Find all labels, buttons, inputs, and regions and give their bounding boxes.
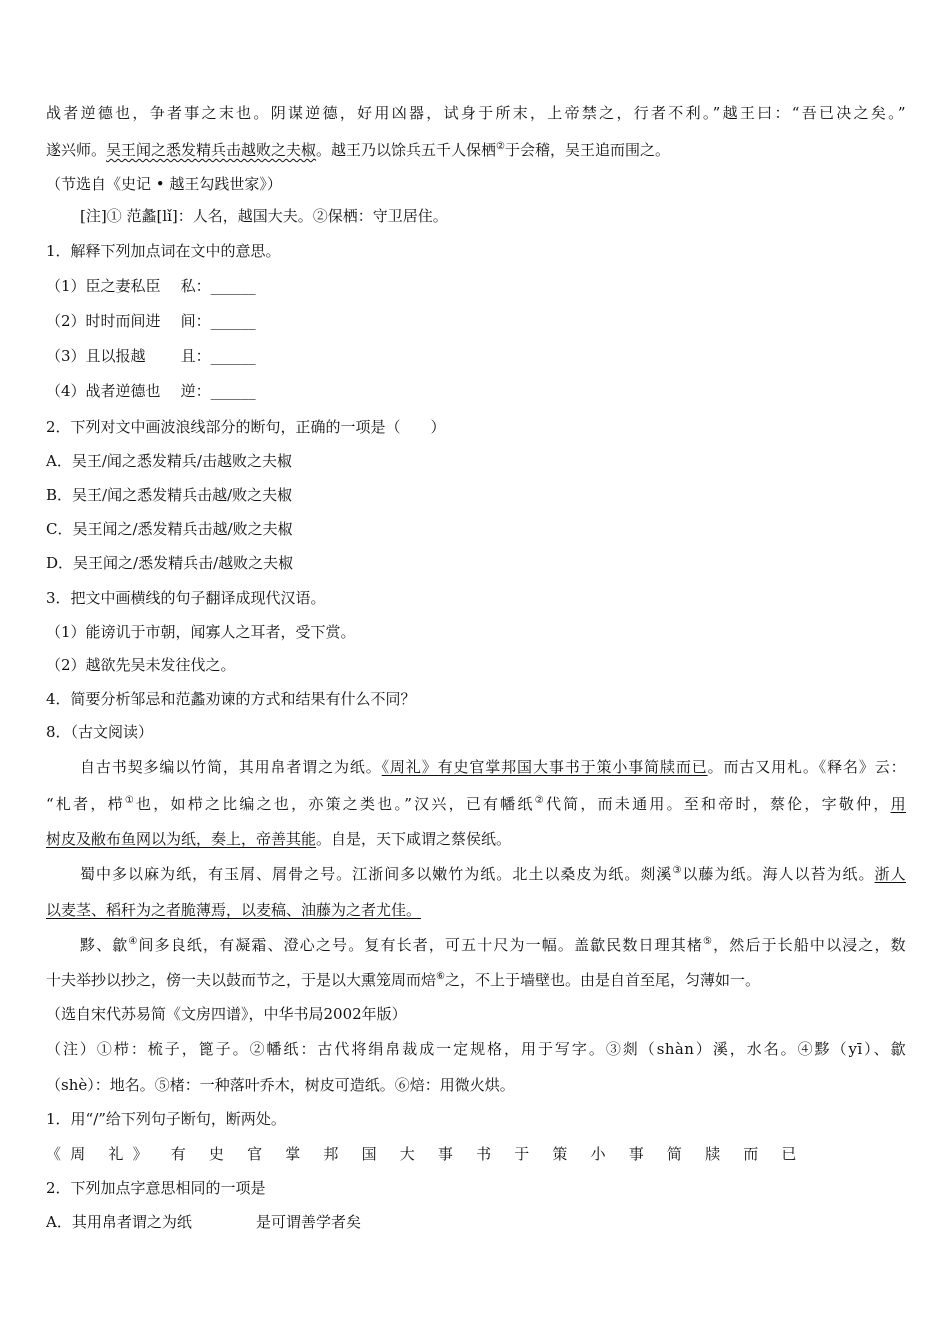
section8-note-line2: （shè）：地名。⑤楮：一种落叶乔木，树皮可造纸。⑥焙：用微火烘。: [46, 1076, 515, 1094]
q1-item-word: 逆：: [180, 382, 211, 400]
section8-note-line1: （注）①栉：梳子，篦子。②幡纸：古代将绢帛裁成一定规格，用于写字。③剡（shàn）溪，水名。④黟（yī）、歙: [46, 1040, 906, 1058]
answer-blank: ______: [210, 382, 256, 400]
q1-item-word: 且：: [180, 347, 211, 365]
answer-blank: ______: [210, 347, 256, 365]
q1-item-2: [46, 310, 906, 332]
section8-p1-line3: [46, 828, 906, 850]
underlined-sentence: 《周礼》有史官掌邦国大事书于策小事简牍而已: [381, 758, 708, 776]
section8-source: （选自宋代苏易简《文房四谱》，中华书局2002年版）: [46, 1005, 407, 1023]
p3-text: 十夫举抄以抄之，傍一夫以鼓而节之，于是以大熏笼周而焙: [46, 971, 437, 989]
p1-text: 代简，而未通用。至和帝时，蔡伦，字敬仲，: [545, 795, 891, 813]
q1-item-num: （3）: [46, 347, 86, 365]
passage1-line2: [46, 139, 906, 161]
q1-item-3: [46, 345, 906, 367]
q1-item-text: 时时而间进: [85, 312, 161, 330]
q1-item-text: 臣之妻私臣: [85, 277, 161, 295]
p1-text: 也，如栉之比编之也，亦策之类也。”汉兴，已有幡纸: [136, 795, 535, 813]
passage1-line2-post: 。越王乃以馀兵五千人保栖: [316, 141, 497, 159]
q1-item-num: （2）: [46, 312, 86, 330]
q2-option-c: C．吴王闻之/悉发精兵击越/败之夫椒: [46, 520, 293, 538]
section8-p2-line1: [80, 863, 906, 885]
passage1-line2-end: 于会稽，吴王追而围之。: [505, 141, 671, 159]
q3-title: 3．把文中画横线的句子翻译成现代汉语。: [46, 589, 326, 607]
p1-text: 。自是，天下咸谓之蔡侯纸。: [316, 830, 512, 848]
q4-title: 4．简要分析邹忌和范蠡劝谏的方式和结果有什么不同？: [46, 690, 416, 708]
footnote-marker: ②: [496, 141, 506, 152]
footnote-marker: ④: [128, 936, 139, 947]
section8-p1-line1: [80, 756, 906, 778]
p2-text: 以藤为纸。海人以苔为纸。: [682, 865, 875, 883]
p1-text: 自古书契多编以竹简，其用帛者谓之为纸。: [80, 758, 382, 776]
q1-item-1: [46, 275, 906, 297]
q1-item-word: 间：: [180, 312, 211, 330]
p1-text: 。而古又用札。《释名》云：: [707, 758, 907, 776]
footnote-marker: ③: [672, 865, 683, 876]
underlined-sentence: 浙人: [874, 865, 906, 883]
p3-text: 间多良纸，有凝霜、澄心之号。复有长者，可五十尺为一幅。盖歙民数日理其楮: [138, 936, 704, 954]
passage1-line1: 战者逆德也，争者事之末也。阴谋逆德，好用凶器，试身于所末，上帝禁之，行者不利。”越王曰：“吾已决之矣。”: [46, 104, 906, 122]
wavy-underlined-sentence: 吴王闻之悉发精兵击越败之夫椒: [106, 141, 317, 159]
q3-item-2: （2）越欲先吴未发往伐之。: [46, 656, 236, 674]
q3-item-1: （1）能谤讥于市朝，闻寡人之耳者，受下赏。: [46, 623, 356, 641]
option-a-right: 是可谓善学者矣: [256, 1213, 362, 1231]
footnote-marker: ⑤: [703, 936, 714, 947]
footnote-marker: ⑥: [436, 971, 445, 982]
q1-title: 1．解释下列加点词在文中的意思。: [46, 242, 281, 260]
p3-text: 黟、歙: [80, 936, 129, 954]
section8-title: 8．（古文阅读）: [46, 723, 154, 741]
underlined-sentence: 用: [890, 795, 906, 813]
q2-option-d: D．吴王闻之/悉发精兵击/越败之夫椒: [46, 554, 294, 572]
q1-item-4: [46, 380, 906, 402]
section8-p3-line1: [80, 934, 906, 956]
p3-text: ，然后于长船中以浸之，数: [713, 936, 906, 954]
q1-item-text: 战者逆德也: [85, 382, 161, 400]
q2-title: 2．下列对文中画波浪线部分的断句，正确的一项是（ ）: [46, 418, 446, 436]
underlined-sentence: 以麦茎、稻秆为之者脆薄焉，以麦稿、油藤为之者尤佳。: [46, 901, 422, 919]
q2-option-a: A．吴王/闻之悉发精兵/击越败之夫椒: [46, 452, 292, 470]
answer-blank: ______: [210, 312, 256, 330]
p3-text: 之，不上于墙壁也。由是自首至尾，匀薄如一。: [444, 971, 760, 989]
section8-p2-line2: [46, 899, 906, 921]
q1-item-text: 且以报越: [85, 347, 146, 365]
section8-q2-title: 2．下列加点字意思相同的一项是: [46, 1179, 266, 1197]
section8-q2-option-a: [46, 1211, 906, 1233]
section8-q1-sentence: 《周 礼》 有 史 官 掌 邦 国 大 事 书 于 策 小 事 简 牍 而 已: [46, 1145, 806, 1163]
answer-blank: ______: [210, 277, 256, 295]
p2-text: 蜀中多以麻为纸，有玉屑、屑骨之号。江浙间多以嫩竹为纸。北土以桑皮为纸。剡溪: [80, 865, 673, 883]
footnote-marker: ②: [534, 795, 546, 806]
footnote-marker: ①: [124, 795, 137, 806]
section8-p1-line2: [46, 793, 906, 815]
passage1-line2-pre: 遂兴师。: [46, 141, 107, 159]
q2-option-b: B．吴王/闻之悉发精兵击越/败之夫椒: [46, 486, 293, 504]
q1-item-word: 私：: [180, 277, 211, 295]
p1-text: “札者，栉: [46, 795, 125, 813]
q1-item-num: （1）: [46, 277, 86, 295]
passage1-note: [注]① 范蠡[lǐ]：人名，越国大夫。②保栖：守卫居住。: [80, 207, 448, 225]
underlined-sentence: 树皮及敝布鱼网以为纸，奏上，帝善其能: [46, 830, 317, 848]
section8-p3-line2: [46, 969, 906, 991]
section8-q1-title: 1．用“/”给下列句子断句，断两处。: [46, 1110, 286, 1128]
q1-item-num: （4）: [46, 382, 86, 400]
passage1-source: （节选自《史记 • 越王勾践世家》）: [46, 175, 282, 193]
option-a-left: A．其用帛者谓之为纸: [46, 1213, 192, 1231]
